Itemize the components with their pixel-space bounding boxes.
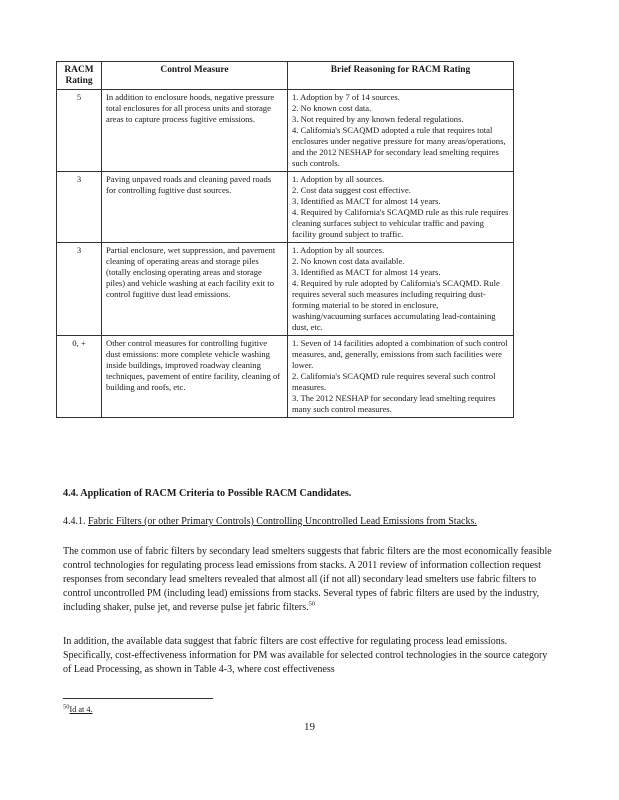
reasoning-item: 2. Cost data suggest cost effective.	[292, 185, 411, 195]
reasoning-item: 1. Adoption by all sources.	[292, 245, 385, 255]
reasoning-item: 3. Not required by any known federal regulations.	[292, 114, 464, 124]
reasoning-item: 3. The 2012 NESHAP for secondary lead smelting requires many such control measures.	[292, 393, 496, 414]
paragraph-1-text: The common use of fabric filters by secondary lead smelters suggests that fabric filters are the most economically feasible control technologies for regulating process lead emissions from stacks. A 2011 review of information collection request responses from secondary lead smelters revealed that almost all (if not all) secondary lead smelters use fabric filters to control uncontrolled PM (including lead) emissions from stacks. Several types of fabric filters are used by the industry, including shaker, pulse jet, and reverse pulse jet fabric filters.	[63, 546, 552, 613]
footnote	[63, 705, 92, 714]
racm-rating-cell: 3	[57, 172, 102, 243]
control-measure-cell: In addition to enclosure hoods, negative pressure total enclosures for all process units and storage areas to capture process fugitive emissions.	[102, 90, 288, 172]
subsection-heading	[63, 516, 553, 527]
paragraph-fabric-filters	[63, 545, 555, 615]
racm-rating-cell: 0, +	[57, 336, 102, 418]
reasoning-item: 1. Adoption by all sources.	[292, 174, 385, 184]
table-header-row	[57, 62, 514, 90]
footnote-number: 50	[63, 703, 70, 711]
page-number: 19	[304, 721, 315, 733]
reasoning-cell	[288, 336, 514, 418]
reasoning-item: 4. Required by California's SCAQMD rule as this rule requires cleaning surfaces subject to vehicular traffic and paving facility ground subject to traffic.	[292, 207, 509, 239]
table-row	[57, 243, 514, 336]
reasoning-item: 4. Required by rule adopted by California's SCAQMD. Rule requires several such measures including requiring dust-forming material to be stored in enclosure, washing/vacuuming surfaces accumulating lead-containing dust, etc.	[292, 278, 500, 332]
reasoning-item: 4. California's SCAQMD adopted a rule that requires total enclosures under negative pressure for many areas/operations, and the 2012 NESHAP for secondary lead smelting requires such controls.	[292, 125, 506, 168]
footnote-ref: 50	[308, 600, 316, 608]
reasoning-cell	[288, 172, 514, 243]
reasoning-cell	[288, 90, 514, 172]
table-row	[57, 336, 514, 418]
reasoning-item: 3. Identified as MACT for almost 14 years.	[292, 267, 441, 277]
reasoning-item: 2. No known cost data available.	[292, 256, 405, 266]
reasoning-item: 1. Adoption by 7 of 14 sources.	[292, 92, 400, 102]
reasoning-item: 3. Identified as MACT for almost 14 years.	[292, 196, 441, 206]
paragraph-cost-effectiveness: In addition, the available data suggest that fabric filters are cost effective for regulating process lead emissions. Specifically, cost-effectiveness information for PM was available for selected control technologies in the source category of Lead Processing, as shown in Table 4-3, where cost effectiveness	[63, 636, 548, 675]
header-measure: Control Measure	[102, 62, 288, 90]
control-measure-cell: Other control measures for controlling fugitive dust emissions: more complete vehicle washing inside buildings, improved roadway cleaning techniques, pavement of entire facility, cleaning of building and roofs, etc.	[102, 336, 288, 418]
header-rating: RACM Rating	[57, 62, 102, 90]
racm-rating-cell: 5	[57, 90, 102, 172]
table-row	[57, 172, 514, 243]
subsection-number: 4.4.1.	[63, 516, 86, 527]
control-measure-cell: Paving unpaved roads and cleaning paved roads for controlling fugitive dust sources.	[102, 172, 288, 243]
section-heading: 4.4. Application of RACM Criteria to Possible RACM Candidates.	[63, 488, 352, 499]
reasoning-item: 1. Seven of 14 facilities adopted a combination of such control measures, and, generally, emissions from such facilities were lower.	[292, 338, 508, 370]
footnote-divider	[63, 698, 213, 699]
racm-table	[56, 61, 514, 418]
reasoning-cell	[288, 243, 514, 336]
footnote-text: Id at 4.	[69, 705, 93, 714]
reasoning-item: 2. California's SCAQMD rule requires several such control measures.	[292, 371, 496, 392]
table-row	[57, 90, 514, 172]
reasoning-item: 2. No known cost data.	[292, 103, 372, 113]
racm-rating-cell: 3	[57, 243, 102, 336]
header-reasoning: Brief Reasoning for RACM Rating	[288, 62, 514, 90]
control-measure-cell: Partial enclosure, wet suppression, and pavement cleaning of operating areas and storage piles (totally enclosing operating areas and storage piles) and vehicle washing at each facility exit to control fugitive dust lead emissions.	[102, 243, 288, 336]
subsection-title: Fabric Filters (or other Primary Controls) Controlling Uncontrolled Lead Emissions from Stacks.	[88, 516, 477, 527]
